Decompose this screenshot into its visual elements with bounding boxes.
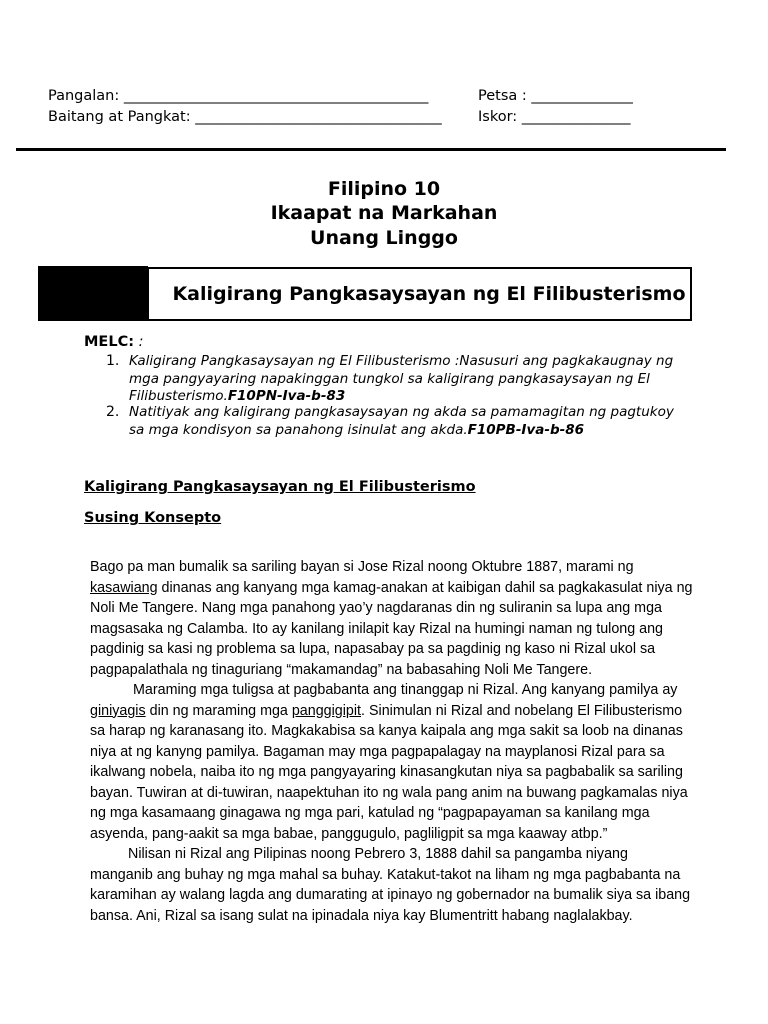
subject-title: Filipino 10 [327, 178, 441, 200]
grade-label: Baitang at Pangkat: [48, 109, 191, 125]
grade-blank: __________________________________ [195, 109, 442, 125]
key-concept-heading: Susing Konsepto [84, 510, 222, 526]
score-blank: _______________ [521, 109, 631, 125]
date-blank: ______________ [531, 88, 633, 104]
date-field-row [478, 88, 633, 104]
melc-item [106, 353, 692, 406]
banner-box [147, 267, 692, 321]
score-label: Iskor: [478, 109, 518, 125]
paragraph-text: . Sinimulan ni Rizal and nobelang El Filibusterismo sa harap ng karanasang ito. Magkakabisa sa kanya kaipala ang mga sakit sa loob na dinanas niya at ng kanyng pamilya. Bagaman may mga pagpapalagay na mayplanosi Rizal para sa ikalwang nobela, naiba ito ng mga pangyayaring kinasangkutan niya sa pagbabalik sa sariling bayan. Tuwiran at di-tuwiran, naapektuhan ito ng wala pang anim na buwang pagkamalas niya ng mga kasamaang ginagawa ng mga pari, katulad ng “pagpapayaman sa kanilang mga asyenda, pang-aakit sa mga babae, panggugulo, pagliligpit sa mga kaaway atbp.” [90, 702, 688, 842]
paragraph-text: dinanas ang kanyang mga kamag-anakan at kaibigan dahil sa pagkakasulat niya ng Noli Me Tangere. Nang mga panahong yao’y nagdaranas din ng suliranin sa lupa ang mga magsasaka ng Calamba. Ito ay kanilang inilapit kay Rizal na humingi naman ng tulong ang pagdinig sa kasi ng problema sa lupa, napasabay pa sa pagdinig ng kaso ni Rizal ukol sa pagpapalathala ng tinaguriang “makamandag” na babasahing Noli Me Tangere. [90, 579, 693, 678]
week-title: Unang Linggo [310, 227, 458, 249]
paragraph-text: din ng maraming mga [145, 702, 292, 719]
paragraph-3 [90, 844, 694, 926]
melc-item-code: F10PN-Iva-b-83 [227, 388, 346, 404]
melc-item-text: Natitiyak ang kaligirang pangkasaysayan ng akda sa pamamagitan ng pagtukoy sa mga kondisyon sa panahong isinulat ang akda. [129, 404, 674, 438]
score-field-row [478, 109, 631, 125]
name-label: Pangalan: [48, 88, 120, 104]
quarter-title: Ikaapat na Markahan [270, 202, 498, 224]
melc-item-code: F10PB-Iva-b-86 [467, 421, 585, 438]
section-heading: Kaligirang Pangkasaysayan ng El Filibusterismo [84, 479, 476, 495]
melc-label [84, 334, 144, 350]
melc-item-number: 2. [106, 404, 120, 420]
date-label: Petsa : [478, 88, 527, 104]
underlined-word: panggigipit [291, 702, 362, 719]
melc-label-suffix: : [134, 334, 144, 350]
lesson-banner [38, 266, 690, 321]
reading-body [90, 557, 694, 926]
grade-field-row [48, 109, 442, 125]
paragraph-text: Maraming mga tuligsa at pagbabanta ang tinanggap ni Rizal. Ang kanyang pamilya ay [133, 682, 678, 698]
name-blank: __________________________________________ [123, 88, 429, 104]
underlined-word: kasawiang [90, 579, 158, 596]
paragraph-2 [90, 680, 694, 844]
banner-black-block [38, 266, 148, 321]
melc-label-text: MELC: [84, 334, 135, 350]
paragraph-1 [90, 557, 694, 680]
melc-item-number: 1. [106, 353, 120, 369]
melc-item-text: Kaligirang Pangkasaysayan ng El Filibusterismo :Nasusuri ang pagkakaugnay ng mga pangyayaring napakinggan tungkol sa kaligirang pangkasaysayan ng El Filibusterismo. [129, 353, 674, 404]
name-field-row [48, 88, 428, 104]
paragraph-text: Nilisan ni Rizal ang Pilipinas noong Pebrero 3, 1888 dahil sa pangamba niyang manganib ang buhay ng mga mahal sa buhay. Katakut-takot na liham ng mga pagbabanta na karamihan ay walang lagda ang dumarating at ipinayo ng gobernador na bumalik siya sa ibang bansa. Ani, Rizal sa isang sulat na ipinadala niya kay Blumentritt habang naglalakbay. [90, 846, 691, 924]
header-divider [16, 148, 726, 151]
paragraph-text: Bago pa man bumalik sa sariling bayan si Jose Rizal noong Oktubre 1887, marami ng [90, 559, 634, 575]
lesson-title: Kaligirang Pangkasaysayan ng El Filibusterismo [172, 283, 686, 305]
melc-item [106, 404, 692, 439]
underlined-word: giniyagis [90, 702, 146, 719]
